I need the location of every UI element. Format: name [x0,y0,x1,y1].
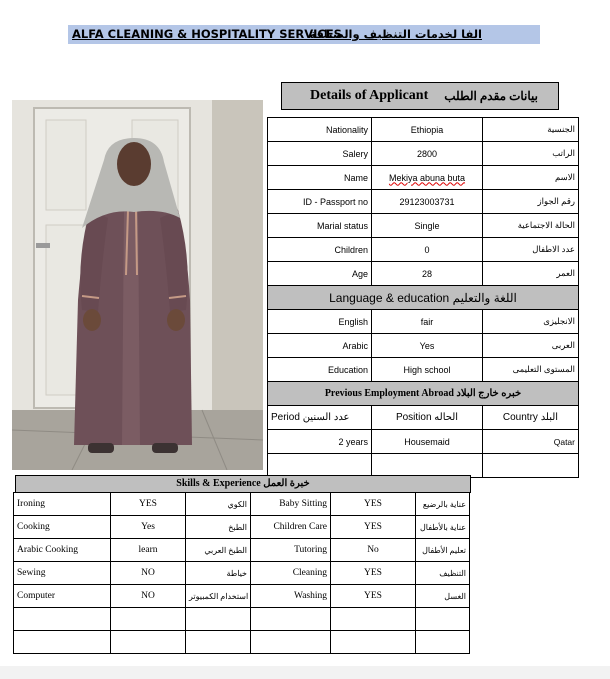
skill-name [251,631,331,654]
skill-name: Cooking [14,516,111,539]
info-value: High school [372,358,483,382]
skill-name: Children Care [251,516,331,539]
table-row [268,430,579,454]
skill-row [14,608,470,631]
applicant-info-table [267,117,579,478]
applicant-photo-illustration [12,100,263,470]
info-label: Marial status [268,214,372,238]
skill-name-ar: الطبخ العربي [186,539,251,562]
skill-value [331,631,416,654]
skill-name-ar [416,608,470,631]
info-label-ar: العربى [483,334,579,358]
skill-value [111,608,186,631]
info-value [372,166,483,190]
info-label-ar: رقم الجواز [483,190,579,214]
table-row [268,262,579,286]
applicant-photo [12,100,263,470]
table-row [268,238,579,262]
previous-employment-title: Previous Employment Abroad خبره خارج البلاد [268,382,579,406]
skill-name: Ironing [14,493,111,516]
skill-value: YES [331,585,416,608]
info-value: Ethiopia [372,118,483,142]
skill-value: NO [111,562,186,585]
skill-value: Yes [111,516,186,539]
info-value: 29123003731 [372,190,483,214]
skill-name [251,608,331,631]
employment-period: 2 years [268,430,372,454]
employment-country: Qatar [483,430,579,454]
info-label: Name [268,166,372,190]
skill-name-ar: عناية بالأطفال [416,516,470,539]
skill-row [14,562,470,585]
skill-value: YES [331,562,416,585]
skill-name-ar [186,608,251,631]
info-value: fair [372,310,483,334]
skill-value: YES [331,493,416,516]
table-row [268,334,579,358]
table-row [268,358,579,382]
info-label: Nationality [268,118,372,142]
skill-name: Tutoring [251,539,331,562]
employment-period [268,454,372,478]
skill-name-ar: استخدام الكمبيوتر [186,585,251,608]
page-footer-strip [0,666,610,679]
employment-header-country: Country البلد [483,406,579,430]
skill-name-ar: عناية بالرضيع [416,493,470,516]
skills-section-title: Skills & Experience خبرة العمل [15,475,471,493]
info-label-ar: الاسم [483,166,579,190]
skill-name: Sewing [14,562,111,585]
company-header [68,25,540,44]
table-row [268,142,579,166]
table-row [268,214,579,238]
skills-table [13,492,470,654]
info-value: 28 [372,262,483,286]
skill-name-ar: خياطة [186,562,251,585]
table-row [268,310,579,334]
info-value: Yes [372,334,483,358]
info-label: Education [268,358,372,382]
company-name-en: ALFA CLEANING & HOSPITALITY SERVICES [72,27,342,41]
skill-name-ar: تعليم الأطفال [416,539,470,562]
skill-name: Baby Sitting [251,493,331,516]
skill-name [14,631,111,654]
skill-value [111,631,186,654]
employment-country [483,454,579,478]
employment-header-period: Period عدد السنين [268,406,372,430]
info-label: ID - Passport no [268,190,372,214]
previous-employment-header [268,382,579,406]
info-label-ar: الجنسية [483,118,579,142]
table-row [268,190,579,214]
language-section-title: Language & education اللغة والتعليم [268,286,579,310]
skill-row [14,516,470,539]
skill-row [14,539,470,562]
skill-value: YES [111,493,186,516]
skill-value: NO [111,585,186,608]
skill-name: Computer [14,585,111,608]
info-label-ar: الانجليزى [483,310,579,334]
language-section-header [268,286,579,310]
skill-value: learn [111,539,186,562]
info-label: English [268,310,372,334]
company-name-ar: الفا لخدمات التنظيف والضيافة [309,27,482,41]
info-label: Age [268,262,372,286]
info-value: 0 [372,238,483,262]
skill-row [14,493,470,516]
employment-position [372,454,483,478]
table-row [268,118,579,142]
skill-value: No [331,539,416,562]
table-row [268,406,579,430]
details-title-ar: بيانات مقدم الطلب [444,89,538,103]
skill-row [14,631,470,654]
skill-name-ar: الغسل [416,585,470,608]
table-row [268,454,579,478]
info-label-ar: الحالة الاجتماعية [483,214,579,238]
skill-row [14,585,470,608]
info-label: Arabic [268,334,372,358]
info-label-ar: العمر [483,262,579,286]
applicant-name-value: Mekiya abuna buta [388,172,466,183]
details-title-en: Details of Applicant [310,88,429,103]
skill-name: Cleaning [251,562,331,585]
skill-name: Washing [251,585,331,608]
info-value: Single [372,214,483,238]
employment-header-position: Position الحاله [372,406,483,430]
skill-name-ar [416,631,470,654]
table-row [268,166,579,190]
info-label-ar: الراتب [483,142,579,166]
skill-name-ar: التنظيف [416,562,470,585]
skill-name [14,608,111,631]
details-of-applicant-title [281,82,559,110]
employment-position: Housemaid [372,430,483,454]
skill-value: YES [331,516,416,539]
skill-name: Arabic Cooking [14,539,111,562]
info-value: 2800 [372,142,483,166]
info-label: Children [268,238,372,262]
skill-value [331,608,416,631]
skill-name-ar [186,631,251,654]
info-label-ar: عدد الاطفال [483,238,579,262]
info-label-ar: المستوى التعليمى [483,358,579,382]
info-label: Salery [268,142,372,166]
skill-name-ar: الكوي [186,493,251,516]
skill-name-ar: الطبخ [186,516,251,539]
